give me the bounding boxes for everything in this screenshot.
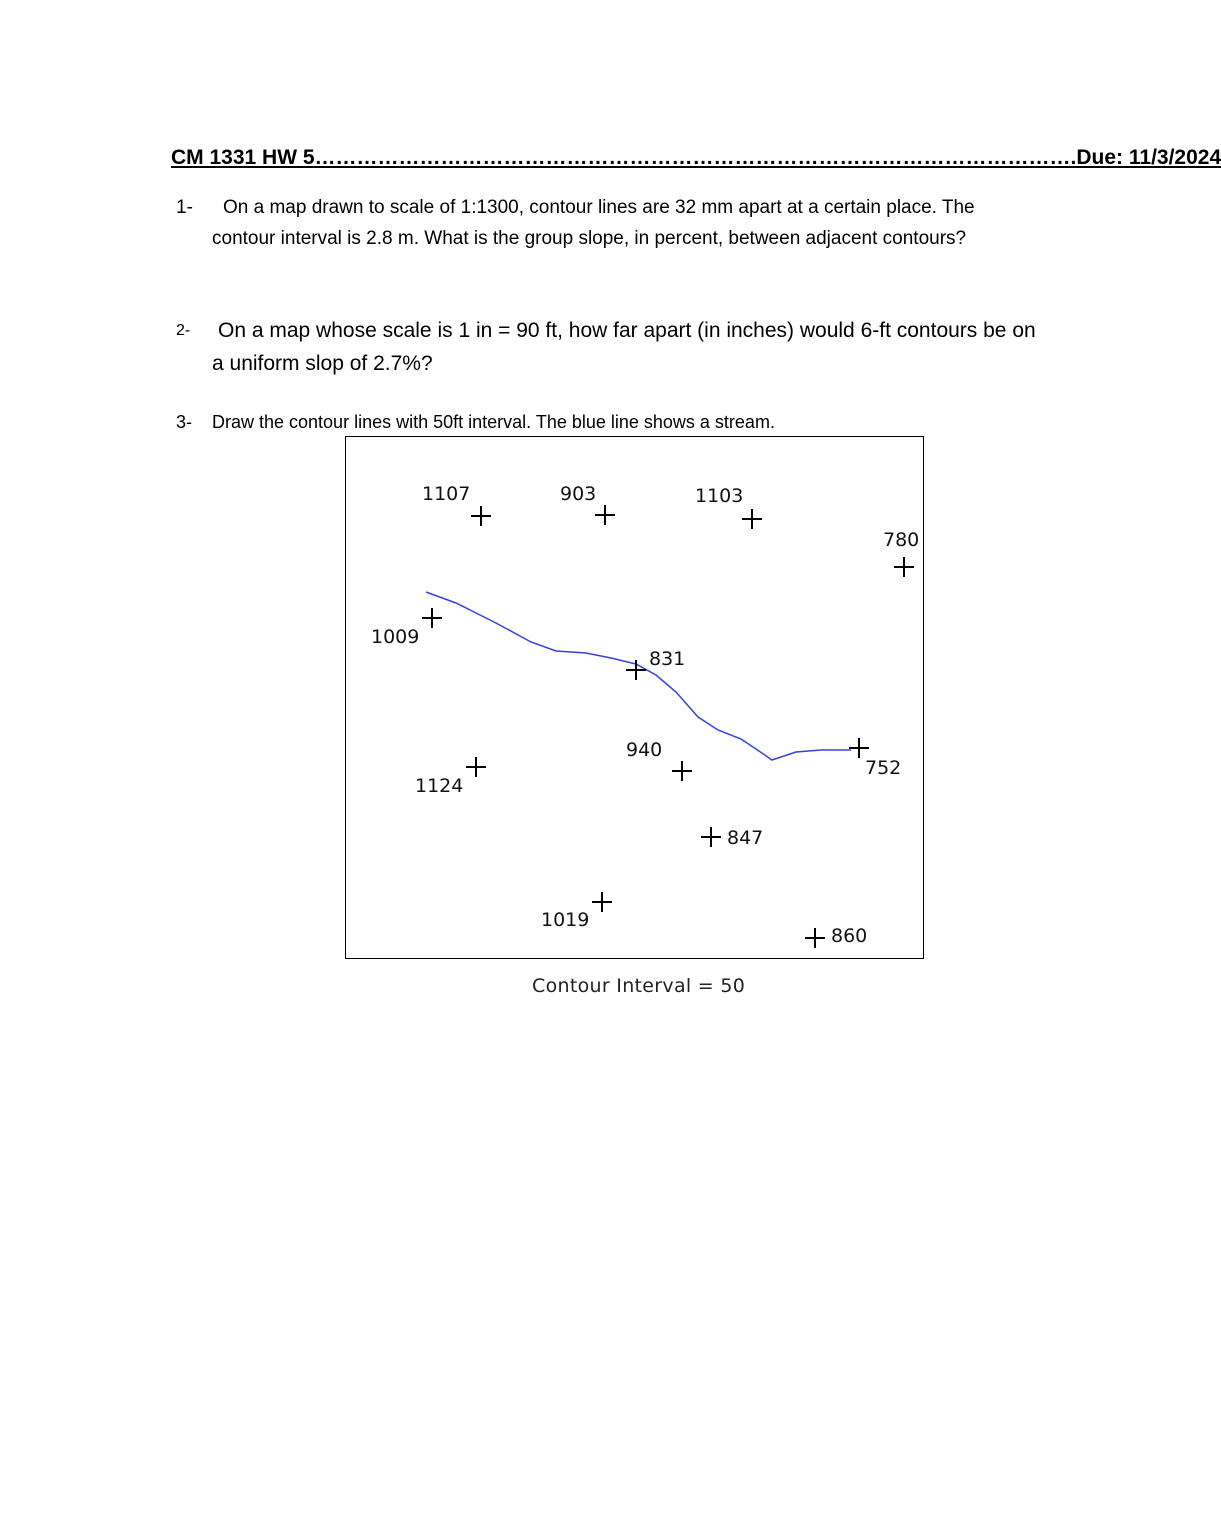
elevation-marker-icon	[894, 557, 914, 577]
question-2-text: On a map whose scale is 1 in = 90 ft, how far apart (in inches) would 6-ft contours be on a uniform slop of 2.7%?	[212, 319, 1036, 375]
contour-interval-caption: Contour Interval = 50	[532, 975, 746, 997]
elevation-marker-icon	[471, 506, 491, 526]
stream-layer	[346, 437, 925, 960]
question-3-text: Draw the contour lines with 50ft interval. The blue line shows a stream.	[212, 412, 775, 432]
elevation-label: 780	[883, 529, 920, 551]
question-2-number: 2-	[176, 322, 191, 339]
elevation-marker-icon	[595, 505, 615, 525]
elevation-label: 1107	[422, 483, 471, 505]
elevation-label: 1009	[371, 626, 420, 648]
elevation-marker-icon	[672, 761, 692, 781]
homework-header	[171, 145, 1221, 171]
elevation-marker-icon	[701, 827, 721, 847]
elevation-label: 1019	[541, 909, 590, 931]
question-1-text: On a map drawn to scale of 1:1300, contour lines are 32 mm apart at a certain place. The contour interval is 2.8 m. What is the group slope, in percent, between adjacent contours?	[212, 197, 975, 249]
elevation-label: 903	[560, 483, 597, 505]
elevation-label: 940	[626, 739, 663, 761]
elevation-marker-icon	[849, 738, 869, 758]
elevation-marker-icon	[626, 660, 646, 680]
elevation-marker-icon	[422, 608, 442, 628]
elevation-label: 752	[865, 757, 902, 779]
course-title: CM 1331 HW 5	[171, 146, 315, 169]
elevation-marker-icon	[592, 892, 612, 912]
elevation-label: 831	[649, 648, 686, 670]
elevation-label: 847	[727, 827, 764, 849]
due-date: .Due: 11/3/2024	[1070, 146, 1221, 169]
elevation-marker-icon	[805, 928, 825, 948]
elevation-marker-icon	[466, 757, 486, 777]
elevation-label: 860	[831, 925, 868, 947]
elevation-label: 1124	[415, 775, 464, 797]
question-3-number: 3-	[176, 412, 193, 432]
elevation-label: 1103	[695, 485, 744, 507]
elevation-marker-icon	[742, 509, 762, 529]
header-dot-leader: ………………………………………………………………………………………………	[314, 146, 1071, 169]
question-1-number: 1-	[176, 197, 193, 218]
topographic-map	[345, 436, 924, 959]
